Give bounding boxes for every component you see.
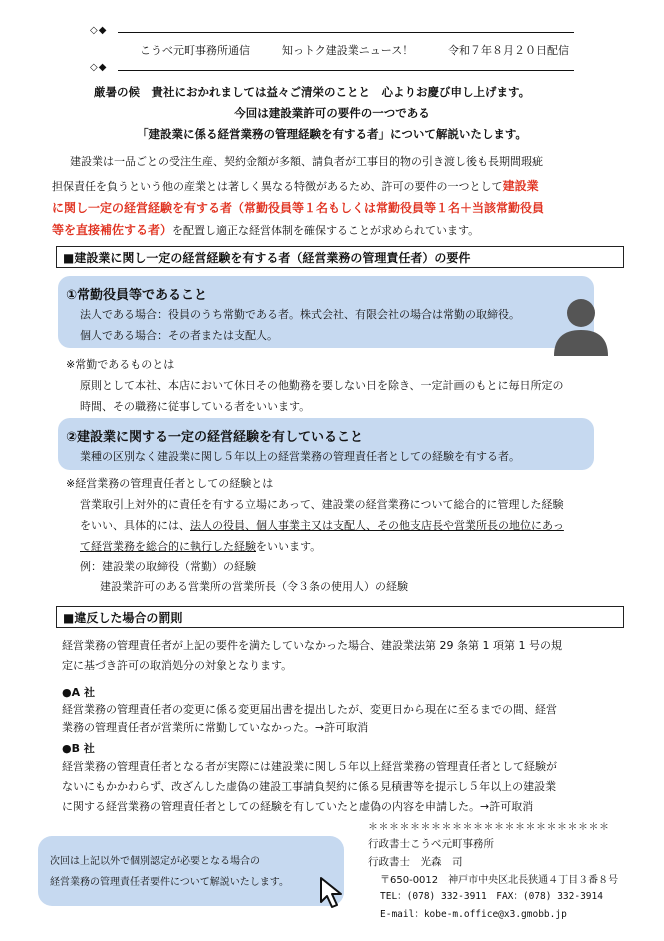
- caseA-head: ●A 社: [62, 686, 95, 699]
- next-issue-line2: 経営業務の管理責任者要件について解説いたします。: [50, 877, 289, 888]
- req2-title: ②建設業に関する一定の経営経験を有していること: [66, 430, 364, 445]
- intro-topic-line1: 今回は建設業許可の要件の一つである: [234, 106, 430, 120]
- header-rule-top: [118, 32, 574, 33]
- caseB-line3: に関する経営業務の管理責任者としての経験を有していたと虚偽の内容を申請した。→許可取消: [62, 800, 534, 813]
- section2-line1: 経営業務の管理責任者が上記の要件を満たしていなかった場合、建設業法第 29 条第 1 項第 1 号の規: [62, 639, 562, 652]
- caseB-line1: 経営業務の管理責任者となる者が実際には建設業に関し５年以上経営業務の管理責任者として経験が: [62, 760, 557, 773]
- note2-line1: 営業取引上対外的に責任を有する立場にあって、建設業の経営業務について総合的に管理した経験: [80, 498, 564, 511]
- caseA-line2: 業務の管理責任者が営業所に常勤していなかった。→許可取消: [62, 721, 369, 734]
- lead-line1: 建設業は一品ごとの受注生産、契約金額が多額、請負者が工事目的物の引き渡し後も長期間瑕疵: [70, 155, 543, 168]
- caseA-line1: 経営業務の管理責任者の変更に係る変更届出書を提出したが、変更日から現在に至るまでの間、経営: [62, 703, 557, 716]
- header-diamonds-bottom: ◇◆: [90, 62, 108, 73]
- req1-line1: 法人である場合：役員のうち常勤である者。株式会社、有限会社の場合は常勤の取締役。: [80, 308, 520, 321]
- section2-title: ■違反した場合の罰則: [56, 606, 624, 628]
- section1-title: ■建設業に関し一定の経営経験を有する者（経営業務の管理責任者）の要件: [56, 246, 624, 268]
- lead-line4: [52, 221, 479, 238]
- note1-line2: 時間、その職務に従事している者をいいます。: [80, 400, 311, 413]
- cursor-arrow-icon: [318, 876, 348, 910]
- header-rule-bottom: [118, 70, 574, 71]
- person-icon: [552, 296, 610, 358]
- footer-office: 行政書士こうべ元町事務所: [368, 838, 494, 850]
- section2-line2: 定に基づき許可の取消処分の対象となります。: [62, 659, 293, 672]
- footer-stars: ＊＊＊＊＊＊＊＊＊＊＊＊＊＊＊＊＊＊＊＊＊＊＊: [368, 822, 610, 833]
- note1-head: ※常勤であるものとは: [66, 358, 175, 371]
- req1-line2: 個人である場合：その者または支配人。: [80, 329, 278, 342]
- note2-line2: [80, 517, 564, 533]
- lead-line4-plain: を配置し適正な経営体制を確保することが求められています。: [172, 224, 480, 237]
- note2-line2-a: をいい、具体的には、: [80, 519, 190, 532]
- req1-title: ①常勤役員等であること: [66, 288, 208, 303]
- caseB-head: ●B 社: [62, 742, 95, 755]
- caseB-line2: ないにもかかわらず、改ざんした虚偽の建設工事請負契約に係る見積書等を提示し５年以上の建設業: [62, 780, 557, 793]
- next-issue-line1: 次回は上記以外で個別認定が必要となる場合の: [50, 856, 260, 867]
- note2-line3: [80, 538, 321, 554]
- next-issue-box: [38, 836, 344, 906]
- lead-line3-red: に関し一定の経営経験を有する者（常勤役員等１名もしくは常勤役員等１名＋当該常勤役員: [52, 201, 545, 215]
- footer-name: 行政書士 光森 司: [368, 856, 463, 868]
- note1-line1: 原則として本社、本店において休日その他勤務を要しない日を除き、一定計画のもとに毎日所定の: [80, 379, 564, 392]
- header-issuer: こうべ元町事務所通信: [140, 44, 250, 57]
- header-diamonds-top: ◇◆: [90, 25, 108, 36]
- note2-line2-b: 法人の役員、個人事業主又は支配人、その他支店長や営業所長の地位にあっ: [190, 519, 564, 532]
- intro-topic-line2: 「建設業に係る経営業務の管理経験を有する者」について解説いたします。: [137, 127, 527, 141]
- note2-example2: 建設業許可のある営業所の営業所長（令３条の使用人）の経験: [100, 580, 408, 593]
- footer-phone: TEL：(078) 332-3911 FAX：(078) 332-3914: [380, 891, 603, 902]
- footer-address: 〒650-0012 神戸市中央区北長狭通４丁目３番８号: [380, 875, 619, 886]
- note2-line3-tail: をいいます。: [256, 540, 322, 553]
- lead-line4-red: 等を直接補佐する者）: [52, 223, 173, 237]
- header-date: 令和７年８月２０日配信: [448, 44, 569, 57]
- footer-email: E-mail：kobe-m.office@x3.gmobb.jp: [380, 909, 567, 920]
- note2-head: ※経営業務の管理責任者としての経験とは: [66, 477, 274, 490]
- intro-greeting: 厳暑の候 貴社におかれましては益々ご清栄のことと 心よりお慶び申し上げます。: [94, 85, 531, 99]
- lead-line2-plain: 担保責任を負うという他の産業とは著しく異なる特徴があるため、許可の要件の一つとして: [52, 180, 503, 193]
- lead-line2-red: 建設業: [502, 179, 539, 193]
- note2-line3-underlined: て経営業務を総合的に執行した経験: [80, 540, 256, 553]
- req2-line1: 業種の区別なく建設業に関し５年以上の経営業務の管理責任者としての経験を有する者。: [80, 450, 520, 463]
- lead-line2: [52, 177, 539, 194]
- note2-example1: 例：建設業の取締役（常勤）の経験: [80, 560, 256, 573]
- header-newsletter-title: 知っトク建設業ニュース！: [282, 44, 414, 57]
